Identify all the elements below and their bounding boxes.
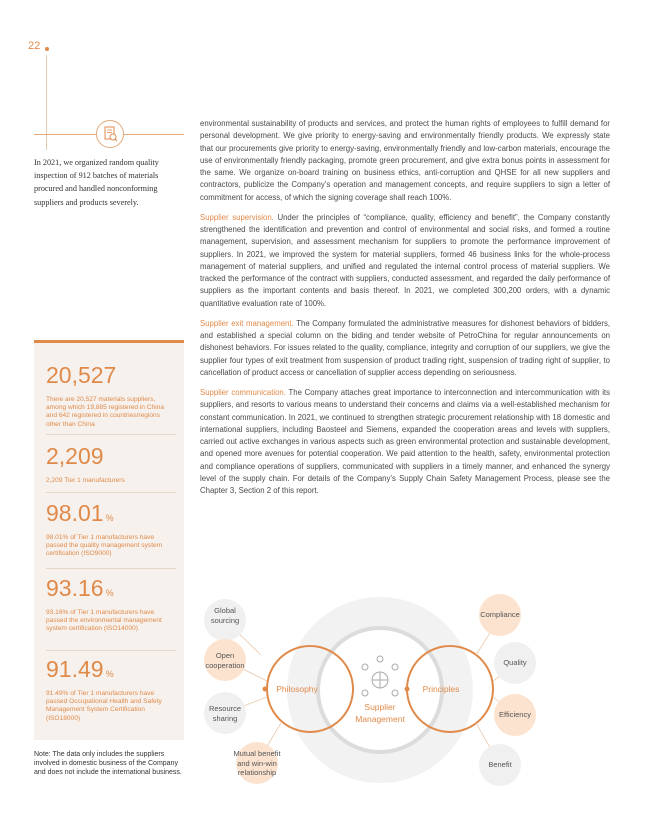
item-open-cooperation: Open cooperation (205, 651, 245, 670)
item-quality: Quality (503, 658, 527, 667)
item-global-sourcing: Global sourcing (210, 606, 240, 625)
stat-desc: 98.01% of Tier 1 manufacturers have passed the quality management system certification (ISO9000) (46, 534, 163, 558)
document-icon (96, 120, 124, 148)
paragraph-intro: environmental sustainability of products and services, and protect the human rights of employees to fulfill demand for personal development. We give priority to energy-saving and environmentally friendly products. We expressly state that our procurements give priority to energy-saving, environmentally friendly and low-carbon materials, encourage the use of environmentally friendly packaging, promote green procurement, and give extra bonus points in assessment for the same. We organize on-board training on business ethics, anti-corruption and QHSE for all new suppliers and contractors, publicize the Company’s operation and management concepts, and require suppliers to sign a letter of commitment for access, of which the signing coverage shall reach 100%. (200, 119, 610, 202)
stats-panel (34, 340, 184, 740)
stat-value: 20,527 (46, 362, 117, 388)
stat-desc: 91.49% of Tier 1 manufacturers have passed Occupational Health and Safety Management System Certification (ISO18000) (46, 690, 162, 722)
diagram-graphic (195, 585, 635, 835)
stat-suppliers (46, 362, 176, 429)
item-mutual-benefit: Mutual benefit and win-win relationship (233, 749, 281, 777)
page-number: 22 (28, 40, 41, 52)
sidebar-note-text: In 2021, we organized random quality inspection of 912 batches of materials procured and handled nonconforming suppliers and products severely. (34, 158, 159, 207)
paragraph-communication: Supplier communication. The Company attaches great importance to interconnection and intercommunication with its suppliers, and resorts to various means to understand their concerns and claims via a well-established mechanism for constant communication. In 2021, we continued to strengthen strategic procurement relationship with 18 domestic and international suppliers, including Baosteel and Siemens, expanded the cooperation areas and levels with suppliers, carried out active exchanges in various aspects such as green environmental protection and sustainable development, and opened more avenues for potential cooperation. We paid attention to the health, safety, environmental protection and compliance operations of suppliers, communicated with suppliers in a timely manner, and enhanced the synergy level of the supply chain. For details of the Company’s Supply Chain Safety Management Process, please see the Chapter 3, Section 2 of this report. (200, 388, 611, 495)
stat-value: 98.01 % (46, 500, 114, 526)
item-compliance: Compliance (480, 610, 520, 619)
stat-iso14000 (46, 575, 176, 634)
supplier-management-diagram (195, 585, 635, 835)
paragraph-exit: Supplier exit management. The Company formulated the administrative measures for dishonest behaviors of bidders, and established a special column on the biding and tender website of PetroChina for regular announcements on dishonest behaviors. For issues related to the quality, compliance, integrity and corruption of our suppliers, we give the supplier four types of exit treatment from suspension of product trading right, suspension of trading right of supplier, to cancellation of product access or cancellation of supplier access depending on seriousness. (200, 318, 611, 377)
stats-top-bar (34, 340, 184, 343)
philosophy-label: Philosophy (276, 684, 318, 694)
stat-desc: 2,209 Tier 1 manufacturers (46, 477, 125, 484)
main-text (200, 118, 610, 505)
stat-value: 93.16 % (46, 575, 114, 601)
center-label: Supplier Management (355, 702, 405, 724)
item-efficiency: Efficiency (499, 710, 531, 719)
stat-desc: 93.16% of Tier 1 manufacturers have passed the environmental management system certification (ISO14000) (46, 609, 162, 633)
heading-exit: Supplier exit management. (200, 318, 294, 328)
stat-tier1 (46, 443, 176, 485)
heading-communication: Supplier communication. (200, 388, 286, 397)
principles-label: Principles (422, 684, 460, 694)
margin-line (46, 55, 47, 150)
item-resource-sharing: Resource sharing (208, 704, 242, 723)
stat-value: 91.49 % (46, 656, 114, 682)
heading-supervision: Supplier supervision. (200, 212, 274, 222)
item-benefit: Benefit (488, 760, 512, 769)
page-number-dot (45, 47, 49, 51)
stat-desc: There are 20,527 materials suppliers, among which 19,885 registered in China and 642 registered in countries/regions other than China (46, 396, 165, 428)
stat-iso18000 (46, 656, 176, 723)
stat-iso9000 (46, 500, 176, 559)
stat-value: 2,209 (46, 443, 104, 469)
footnote: Note: The data only includes the suppliers involved in domestic business of the Company and does not include the international business. (34, 751, 182, 776)
paragraph-supervision: Supplier supervision. Under the principles of “compliance, quality, efficiency and benefit”, the Company constantly strengthened the identification and prevention and control of environmental and social risks, and formed a routine management, supervision, and assessment mechanism for suppliers to promote the performance improvement of suppliers. In 2021, we improved the system for material suppliers, formed 46 business links for the whole-process management of material suppliers, and unified and regulated the internal control process of material suppliers. We tracked the performance of the contract with suppliers, conducted assessment, and regarded the daily performance of suppliers as the important contents and basis thereof. In 2021, we completed 300,200 orders, with a dynamic quantitative evaluation rate of 100%. (200, 212, 610, 308)
